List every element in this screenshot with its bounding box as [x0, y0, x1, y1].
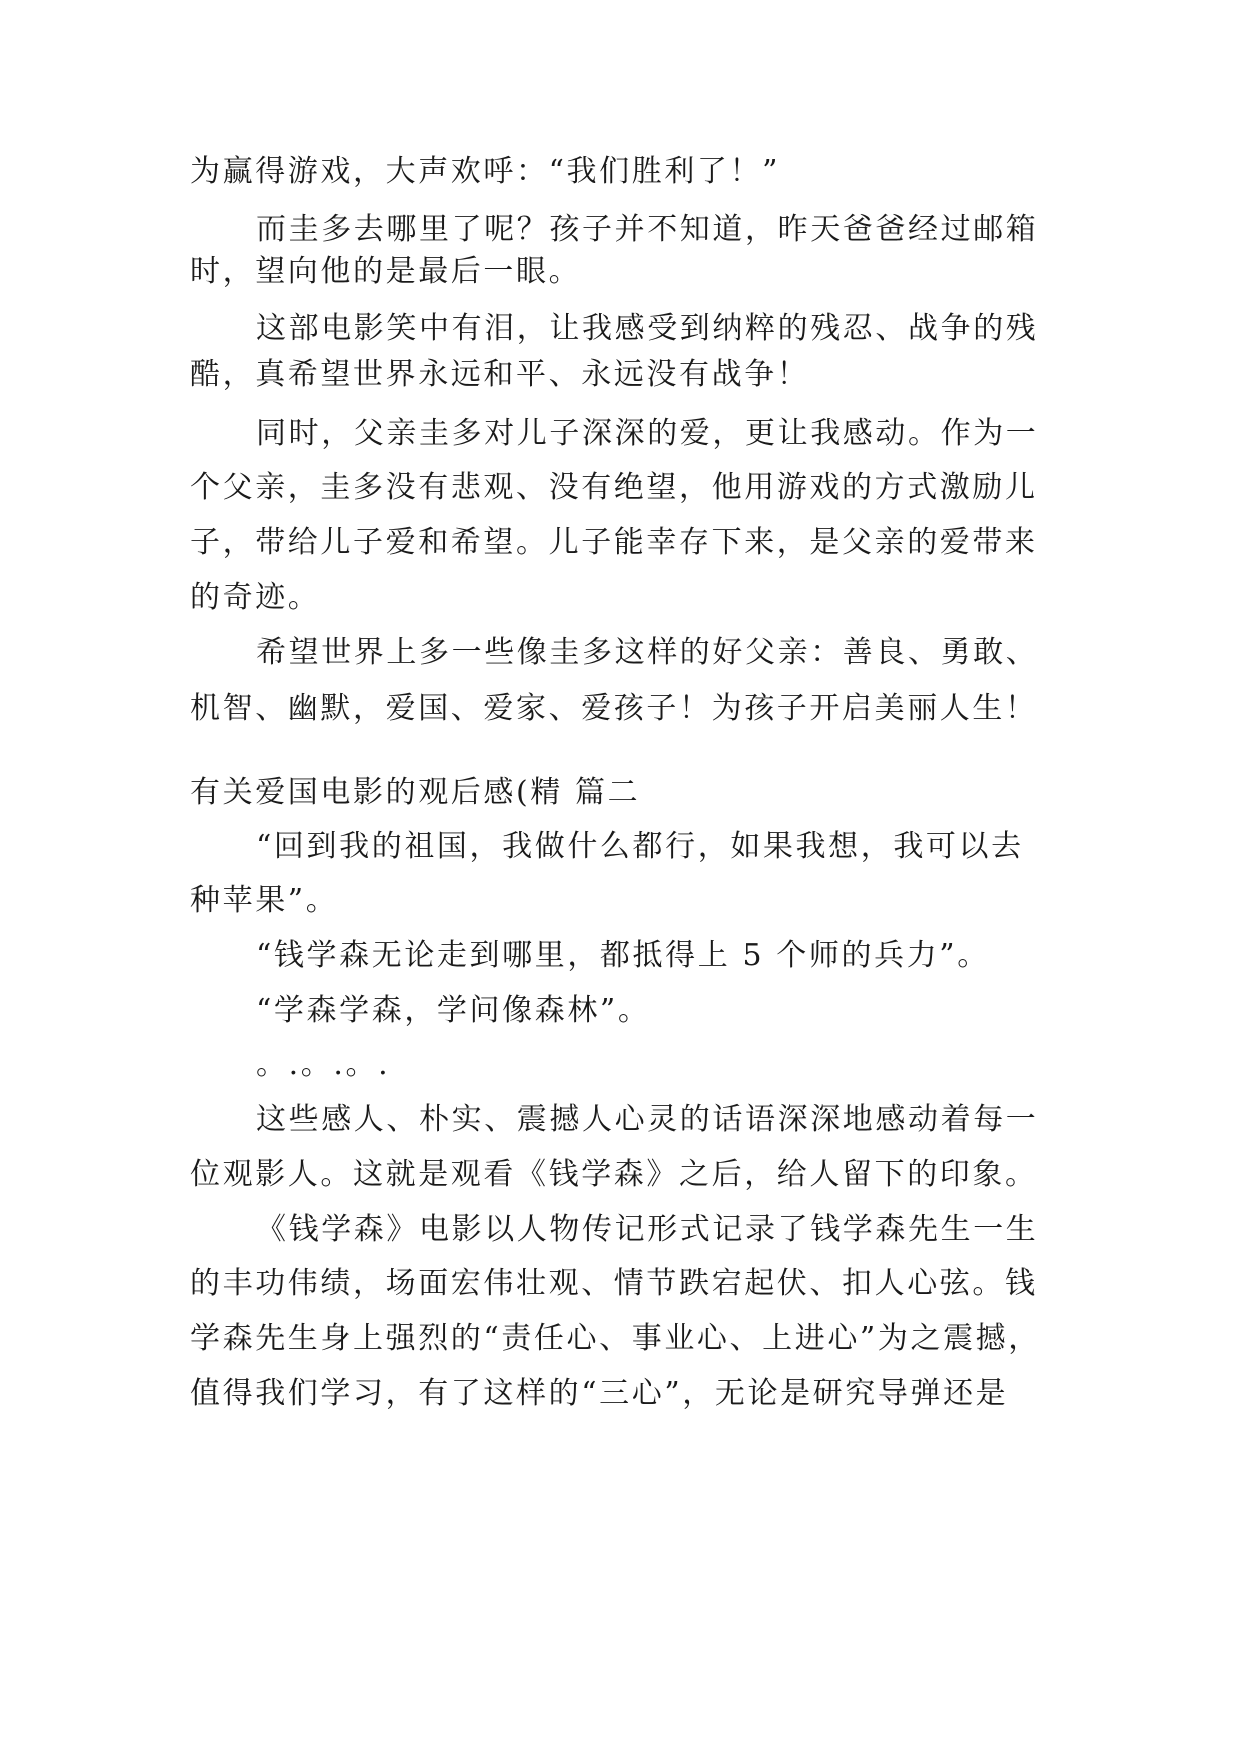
text-line: 机智、幽默，爱国、爱家、爱孩子！为孩子开启美丽人生！ [190, 691, 1038, 726]
ellipsis-line: 。.。.。. [256, 1047, 391, 1082]
paragraph-first-line: 这些感人、朴实、震撼人心灵的话语深深地感动着每一 [256, 1102, 1039, 1137]
text-line: 酷，真希望世界永远和平、永远没有战争！ [190, 357, 810, 392]
quote-line: “钱学森无论走到哪里，都抵得上 5 个师的兵力”。 [256, 938, 990, 973]
text-line: 位观影人。这就是观看《钱学森》之后，给人留下的印象。 [190, 1157, 1038, 1192]
section-heading: 有关爱国电影的观后感(精 篇二 [190, 775, 641, 810]
text-line: 种苹果”。 [190, 883, 339, 918]
text-line: 个父亲，圭多没有悲观、没有绝望，他用游戏的方式激励儿 [190, 470, 1038, 505]
text-line: 为赢得游戏，大声欢呼：“我们胜利了！” [190, 154, 781, 189]
paragraph-first-line: 希望世界上多一些像圭多这样的好父亲：善良、勇敢、 [256, 635, 1039, 670]
text-line: 子，带给儿子爱和希望。儿子能幸存下来，是父亲的爱带来 [190, 525, 1038, 560]
text-line: 时，望向他的是最后一眼。 [190, 254, 582, 289]
text-line: 学森先生身上强烈的“责任心、事业心、上进心”为之震撼， [190, 1321, 1041, 1356]
paragraph-first-line: 这部电影笑中有泪，让我感受到纳粹的残忍、战争的残 [256, 311, 1039, 346]
text-line: 值得我们学习，有了这样的“三心”，无论是研究导弹还是 [190, 1376, 1009, 1411]
paragraph-first-line: 《钱学森》电影以人物传记形式记录了钱学森先生一生 [256, 1212, 1039, 1247]
paragraph-first-line: 而圭多去哪里了呢？孩子并不知道，昨天爸爸经过邮箱 [256, 212, 1039, 247]
paragraph-first-line: 同时，父亲圭多对儿子深深的爱，更让我感动。作为一 [256, 416, 1039, 451]
text-line: 的奇迹。 [190, 580, 321, 615]
quote-line: “学森学森，学问像森林”。 [256, 993, 651, 1028]
text-line: 的丰功伟绩，场面宏伟壮观、情节跌宕起伏、扣人心弦。钱 [190, 1266, 1038, 1301]
paragraph-first-line: “回到我的祖国，我做什么都行，如果我想，我可以去 [256, 829, 1024, 864]
